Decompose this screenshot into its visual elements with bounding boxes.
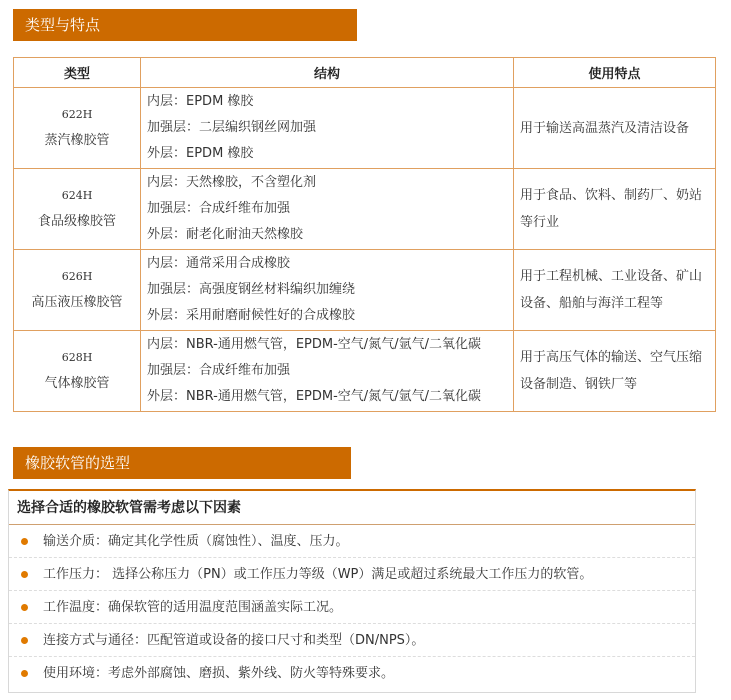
factor-text: 输送介质：确定其化学性质（腐蚀性）、温度、压力。	[43, 534, 349, 549]
factors-title: 选择合适的橡胶软管需考虑以下因素	[9, 491, 695, 525]
structure-reinforcement-layer: 加强层：高强度钢丝材料编织加缠绕	[147, 282, 356, 297]
table-row	[14, 88, 716, 169]
selection-factors-box	[8, 489, 696, 693]
type-cell	[14, 169, 141, 250]
usage-cell: 用于食品、饮料、制药厂、奶站等行业	[514, 169, 716, 250]
column-header-type: 类型	[14, 58, 141, 88]
structure-cell	[141, 169, 514, 250]
structure-cell	[141, 331, 514, 412]
type-cell	[14, 250, 141, 331]
factor-text: 使用环境：考虑外部腐蚀、磨损、紫外线、防火等特殊要求。	[43, 666, 395, 681]
structure-inner-layer: 内层：NBR-通用燃气管，EPDM-空气/氮气/氩气/二氧化碳	[147, 337, 481, 352]
type-name: 气体橡胶管	[44, 376, 110, 391]
usage-cell: 用于工程机械、工业设备、矿山设备、船舶与海洋工程等	[514, 250, 716, 331]
structure-reinforcement-layer: 加强层：合成纤维布加强	[147, 201, 291, 216]
bullet-dot-icon	[21, 538, 28, 545]
list-item	[9, 657, 695, 690]
structure-outer-layer: 外层：NBR-通用燃气管，EPDM-空气/氮气/氩气/二氧化碳	[147, 389, 481, 404]
column-header-usage: 使用特点	[514, 58, 716, 88]
section-header-selection: 橡胶软管的选型	[13, 447, 351, 479]
structure-reinforcement-layer: 加强层：二层编织钢丝网加强	[147, 120, 317, 135]
type-code: 622H	[61, 108, 93, 121]
column-header-structure: 结构	[141, 58, 514, 88]
type-name: 食品级橡胶管	[37, 214, 116, 229]
factor-text: 工作压力： 选择公称压力（PN）或工作压力等级（WP）满足或超过系统最大工作压力的软管。	[43, 567, 593, 582]
usage-cell: 用于高压气体的输送、空气压缩设备制造、钢铁厂等	[514, 331, 716, 412]
type-code: 624H	[61, 189, 93, 202]
table-row	[14, 331, 716, 412]
hose-types-table	[13, 57, 716, 412]
structure-inner-layer: 内层：EPDM 橡胶	[147, 94, 254, 109]
section-header-types: 类型与特点	[13, 9, 357, 41]
table-header-row	[14, 58, 716, 88]
list-item	[9, 525, 695, 558]
type-name: 高压液压橡胶管	[31, 295, 123, 310]
bullet-dot-icon	[21, 571, 28, 578]
type-cell	[14, 331, 141, 412]
structure-cell	[141, 250, 514, 331]
structure-cell	[141, 88, 514, 169]
list-item	[9, 558, 695, 591]
table-row	[14, 250, 716, 331]
structure-outer-layer: 外层：EPDM 橡胶	[147, 146, 254, 161]
type-name: 蒸汽橡胶管	[44, 133, 110, 148]
structure-outer-layer: 外层：采用耐磨耐候性好的合成橡胶	[147, 308, 356, 323]
type-code: 626H	[61, 270, 93, 283]
structure-inner-layer: 内层：天然橡胶，不含塑化剂	[147, 175, 317, 190]
structure-reinforcement-layer: 加强层：合成纤维布加强	[147, 363, 291, 378]
table-row	[14, 169, 716, 250]
bullet-dot-icon	[21, 604, 28, 611]
list-item	[9, 624, 695, 657]
factor-text: 工作温度：确保软管的适用温度范围涵盖实际工况。	[43, 600, 343, 615]
usage-cell: 用于输送高温蒸汽及清洁设备	[514, 88, 716, 169]
bullet-dot-icon	[21, 637, 28, 644]
structure-outer-layer: 外层：耐老化耐油天然橡胶	[147, 227, 304, 242]
list-item	[9, 591, 695, 624]
type-code: 628H	[61, 351, 93, 364]
bullet-dot-icon	[21, 670, 28, 677]
type-cell	[14, 88, 141, 169]
factor-text: 连接方式与通径：匹配管道或设备的接口尺寸和类型（DN/NPS）。	[43, 633, 425, 648]
structure-inner-layer: 内层：通常采用合成橡胶	[147, 256, 291, 271]
